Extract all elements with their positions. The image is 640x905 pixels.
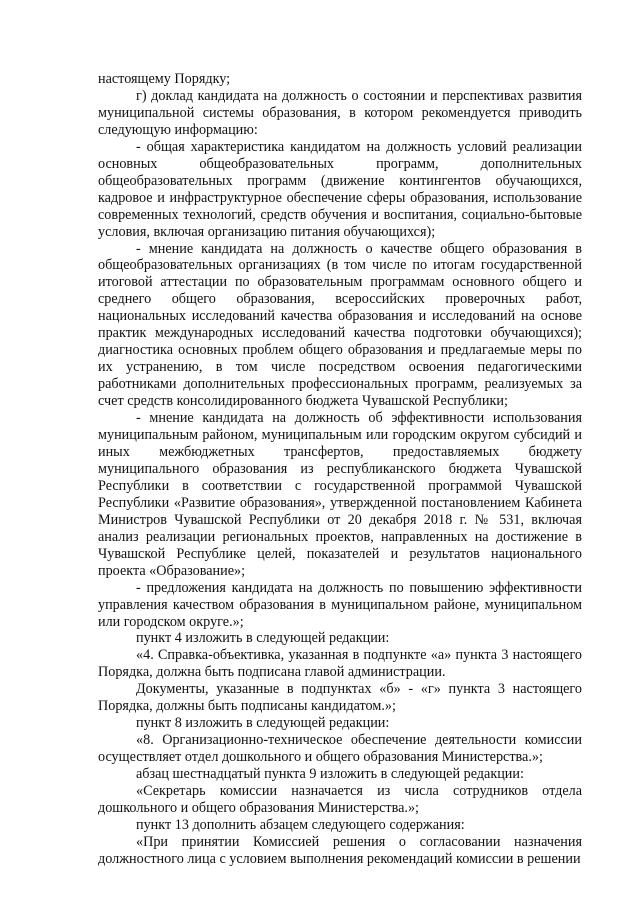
paragraph-point9-text: «Секретарь комиссии назначается из числа сотрудников отдела дошкольного и общего образования Министерства.»; xyxy=(98,783,582,816)
paragraph-bullet-quality: - мнение кандидата на должность о качестве общего образования в общеобразовательных организациях (в том числе по итогам государственной итоговой аттестации по образовательным программам основного общего и среднего общего образования, всероссийских проверочных работ, национальных исследований качества образования и исследований на основе практик международных исследований качества подготовки обучающихся); диагностика основных проблем общего образования и предлагаемые меры по их устранению, в том числе посредством освоения педагогическими работниками дополнительных профессиональных программ, реализуемых за счет средств консолидированного бюджета Чувашской Республики; xyxy=(98,240,582,410)
paragraph-bullet-proposals: - предложения кандидата на должность по повышению эффективности управления качеством образования в муниципальном районе, муниципальном или городском округе.»; xyxy=(98,579,582,630)
paragraph-continuation: настоящему Порядку; xyxy=(98,71,231,87)
paragraph-point4-intro: пункт 4 изложить в следующей редакции: xyxy=(136,630,390,647)
paragraph-point8-intro: пункт 8 изложить в следующей редакции: xyxy=(136,715,390,732)
paragraph-point13-intro: пункт 13 дополнить абзацем следующего содержания: xyxy=(136,816,465,833)
paragraph-point4-documents: Документы, указанные в подпунктах «б» - «г» пункта 3 настоящего Порядка, должны быть подписаны кандидатом.»; xyxy=(98,681,582,715)
paragraph-point9-intro: абзац шестнадцатый пункта 9 изложить в следующей редакции: xyxy=(136,766,524,783)
document-page xyxy=(98,71,582,868)
paragraph-bullet-efficiency: - мнение кандидата на должность об эффективности использования муниципальным районом, муниципальным или городским округом субсидий и иных межбюджетных трансфертов, предоставляемых бюджету муниципального образования из республиканского бюджета Чувашской Республики в соответствии с государственной программой Чувашской Республики «Развитие образования», утвержденной постановлением Кабинета Министров Чувашской Республики от 20 декабря 2018 г. № 531, включая анализ реализации региональных проектов, направленных на достижение в Чувашской Республике целей, показателей и результатов национального проекта «Образование»; xyxy=(98,410,582,579)
paragraph-point8-text: «8. Организационно-техническое обеспечение деятельности комиссии осуществляет отдел дошкольного и общего образования Министерства.»; xyxy=(98,732,582,766)
paragraph-bullet-general: - общая характеристика кандидатом на должность условий реализации основных общеобразовательных программ, дополнительных общеобразовательных программ (движение контингентов обучающихся, кадровое и инфраструктурное обеспечение сферы образования, использование современных технологий, средств обучения и воспитания, социально-бытовые условия, включая организацию питания обучающихся); xyxy=(98,138,582,240)
paragraph-point13-text: «При принятии Комиссией решения о согласовании назначения должностного лица с условием выполнения рекомендаций комиссии в решении xyxy=(98,833,582,867)
paragraph-item-g: г) доклад кандидата на должность о состоянии и перспективах развития муниципальной системы образования, в котором рекомендуется приводить следующую информацию: xyxy=(98,87,582,138)
paragraph-point4-text: «4. Справка-объективка, указанная в подпункте «а» пункта 3 настоящего Порядка, должна быть подписана главой администрации. xyxy=(98,647,582,681)
